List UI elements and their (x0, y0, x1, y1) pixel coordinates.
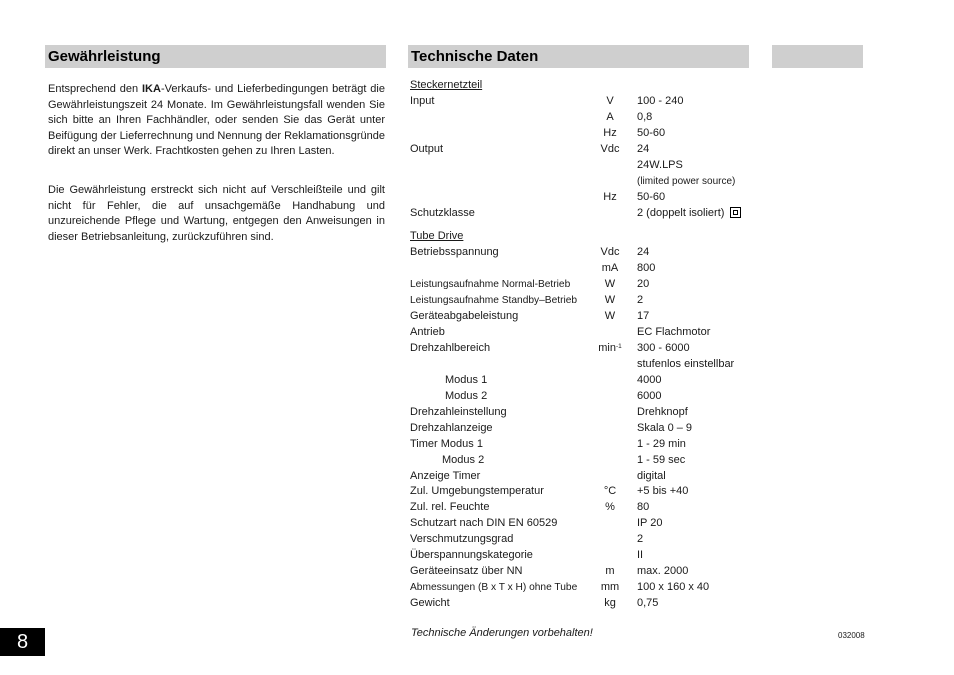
spec-unit-text: W (604, 310, 616, 323)
spec-value (637, 245, 649, 261)
spec-value (637, 325, 710, 341)
spec-value-text: 300 - 6000 (637, 342, 690, 354)
spec-rows-power-supply (410, 94, 755, 222)
spec-row (410, 293, 755, 309)
spec-row (410, 500, 755, 516)
spec-value-text: 800 (637, 262, 656, 275)
spec-unit (580, 341, 640, 357)
spec-section-label: Tube Drive (410, 230, 464, 243)
spec-unit (580, 293, 640, 309)
spec-label: Input (410, 94, 435, 107)
spec-value-text: (limited power source) (637, 175, 736, 187)
footnote: Technische Änderungen vorbehalten! (411, 627, 593, 639)
spec-value (637, 158, 683, 174)
spec-label: Abmessungen (B x T x H) ohne Tube (410, 582, 578, 594)
spec-label: Zul. Umgebungstemperatur (410, 485, 544, 498)
warranty-text-start: Entsprechend den (48, 83, 142, 95)
warranty-text-rest: -Verkaufs- und Lieferbedingungen beträgt die Gewährleistungszeit 24 Monate. Im Gewährleistungsfall wenden Sie sich bitte an Ihren Fachhändler, oder senden Sie das Gerät unter Beifügung der Lieferrechnung und Nennung der Reklamationsgründe direkt an unser Werk. Frachtkosten gehen zu Ihren Lasten. (48, 83, 385, 158)
spec-value-text: 24 (637, 142, 650, 155)
spec-value-text: 80 (637, 501, 650, 514)
warranty-paragraph-2: Die Gewährleistung erstreckt sich nicht auf Verschleißteile und gilt nicht für Fehler, die auf unsachgemäße Handhabung und unzureichende Pflege und Wartung, entgegen den Anweisungen in dieser Betriebsanleitung, zurückzuführen sind. (48, 184, 385, 243)
spec-label: Überspannungskategorie (410, 549, 533, 562)
spec-unit-text: % (605, 501, 615, 514)
spec-row (410, 564, 755, 580)
spec-unit (580, 126, 640, 142)
spec-value (637, 190, 665, 206)
spec-label: Schutzart nach DIN EN 60529 (410, 517, 558, 530)
spec-row (410, 437, 755, 453)
spec-section-label: Steckernetzteil (410, 79, 483, 91)
spec-unit-text: Vdc (600, 246, 620, 259)
spec-table (410, 78, 755, 612)
spec-row (410, 373, 755, 389)
spec-row (410, 245, 755, 261)
spec-row (410, 277, 755, 293)
spec-row (410, 516, 755, 532)
spec-value-text: +5 bis +40 (637, 485, 689, 498)
spec-rows-tube-drive (410, 245, 755, 612)
section-heading-warranty: Gewährleistung (45, 45, 386, 68)
spec-value (637, 405, 688, 421)
spec-label: Anzeige Timer (410, 469, 481, 482)
spec-label: Leistungsaufnahme Normal-Betrieb (410, 279, 571, 291)
spec-value (637, 453, 685, 469)
page-number: 8 (0, 628, 45, 656)
spec-label: Modus 1 (445, 373, 488, 386)
spec-value (637, 484, 688, 500)
spec-value-text: 50-60 (637, 190, 666, 203)
spec-value (637, 532, 643, 548)
spec-row (410, 532, 755, 548)
spec-unit (580, 309, 640, 325)
spec-value-text: 2 (637, 533, 644, 546)
spec-value-text: 4000 (637, 373, 662, 386)
spec-value-text: digital (637, 469, 666, 482)
section-heading-blank (772, 45, 863, 68)
spec-section-power-supply (410, 78, 755, 94)
spec-value-text: 100 - 240 (637, 94, 684, 107)
spec-label: Antrieb (410, 326, 445, 339)
spec-unit-text: °C (603, 485, 617, 498)
spec-value (637, 596, 658, 612)
spec-row (410, 206, 755, 222)
spec-unit-text: Vdc (600, 142, 620, 155)
spec-label: Leistungsaufnahme Standby–Betrieb (410, 295, 578, 307)
spec-row (410, 389, 755, 405)
spec-value-text: 20 (637, 278, 650, 291)
spec-value (637, 469, 666, 485)
spec-value (637, 293, 643, 309)
spec-value (637, 277, 649, 293)
spec-label: Schutzklasse (410, 206, 475, 219)
spec-value-text: II (637, 549, 644, 562)
spec-label: Drehzahlbereich (410, 342, 491, 354)
spec-value-text: 0,75 (637, 597, 659, 609)
spec-value (637, 373, 661, 389)
spec-row (410, 174, 755, 190)
spec-label: Timer Modus 1 (410, 437, 483, 450)
spec-unit (580, 110, 640, 126)
spec-unit (580, 596, 640, 612)
spec-row (410, 341, 755, 357)
spec-row (410, 453, 755, 469)
spec-value-text: Drehknopf (637, 405, 688, 418)
spec-value-text: IP 20 (637, 517, 663, 530)
spec-value-text: 6000 (637, 389, 662, 402)
spec-value-text: 2 (637, 294, 644, 307)
spec-row (410, 261, 755, 277)
spec-row (410, 580, 755, 596)
spec-label: Betriebsspannung (410, 246, 499, 259)
spec-value (637, 261, 655, 277)
spec-value (637, 142, 649, 158)
spec-unit (580, 277, 640, 293)
spec-unit-text: W (604, 294, 616, 307)
spec-unit (580, 94, 640, 110)
spec-value (637, 94, 683, 110)
spec-value (637, 309, 649, 325)
spec-row (410, 158, 755, 174)
spec-row (410, 421, 755, 437)
spec-value-text: 24W.LPS (637, 158, 683, 171)
spec-unit (580, 484, 640, 500)
spec-value-text: 24 (637, 246, 650, 259)
spec-row (410, 126, 755, 142)
spec-value-text: 1 - 59 sec (637, 453, 686, 466)
spec-unit-text: W (604, 278, 616, 291)
spec-value-text: 0,8 (637, 110, 653, 123)
spec-unit (580, 564, 640, 580)
spec-row (410, 596, 755, 612)
spec-value-text: EC Flachmotor (637, 326, 711, 339)
spec-label: Geräteeinsatz über NN (410, 565, 523, 578)
spec-unit (580, 245, 640, 261)
spec-value (637, 437, 686, 453)
spec-unit-text: Hz (603, 126, 617, 139)
spec-section-tube-drive (410, 229, 755, 245)
document-code: 032008 (838, 631, 865, 640)
spec-value-text: max. 2000 (637, 565, 689, 578)
spec-unit-text: m (605, 565, 615, 578)
spec-row (410, 190, 755, 206)
spec-row (410, 309, 755, 325)
spec-value-text: 1 - 29 min (637, 437, 686, 450)
spec-value (637, 341, 690, 357)
spec-value-text: 50-60 (637, 126, 666, 139)
spec-unit-text: mm (600, 581, 620, 594)
spec-label: Modus 2 (442, 453, 485, 466)
spec-label: Modus 2 (445, 389, 488, 402)
spec-value-text: 17 (637, 310, 650, 323)
double-insulation-icon (730, 207, 741, 218)
spec-value (637, 206, 741, 222)
spec-label: Zul. rel. Feuchte (410, 501, 490, 514)
spec-unit-text: kg (604, 597, 616, 609)
spec-value (637, 110, 652, 126)
spec-row (410, 469, 755, 485)
spec-unit-text: V (606, 94, 614, 107)
spec-label: Drehzahlanzeige (410, 421, 493, 434)
spec-value (637, 516, 663, 532)
spec-unit (580, 190, 640, 206)
spec-unit-text: mA (601, 262, 619, 275)
spec-value (637, 126, 665, 142)
spec-value (637, 357, 734, 373)
warranty-paragraph-1 (48, 82, 385, 160)
spec-unit-text: Hz (603, 190, 617, 203)
spec-row (410, 110, 755, 126)
spec-label: Gewicht (410, 597, 450, 609)
spec-value-text: 2 (doppelt isoliert) (637, 206, 725, 219)
spec-label: Geräteabgabeleistung (410, 310, 519, 323)
section-heading-technical-data: Technische Daten (408, 45, 749, 68)
spec-unit (580, 580, 640, 596)
spec-value (637, 421, 692, 437)
spec-row (410, 548, 755, 564)
spec-value (637, 580, 709, 596)
spec-unit (580, 500, 640, 516)
spec-row (410, 484, 755, 500)
spec-unit-text: A (606, 110, 614, 123)
spec-row (410, 94, 755, 110)
spec-value (637, 174, 735, 190)
spec-unit-text: min (598, 342, 616, 354)
spec-row (410, 357, 755, 373)
spec-value-text: stufenlos einstellbar (637, 357, 735, 370)
spec-label: Verschmutzungsgrad (410, 533, 514, 546)
spec-row (410, 142, 755, 158)
spec-value (637, 548, 643, 564)
spec-unit (580, 261, 640, 277)
spec-unit-exponent: -1 (615, 343, 622, 350)
spec-value-text: 100 x 160 x 40 (637, 581, 710, 594)
spec-row (410, 405, 755, 421)
spec-label: Output (410, 142, 444, 155)
spec-value (637, 564, 688, 580)
spec-row (410, 325, 755, 341)
spec-label: Drehzahleinstellung (410, 405, 507, 418)
spec-value (637, 389, 661, 405)
spec-value-text: Skala 0 – 9 (637, 421, 693, 434)
spec-unit (580, 142, 640, 158)
brand-name: IKA (141, 83, 161, 95)
spec-value (637, 500, 649, 516)
